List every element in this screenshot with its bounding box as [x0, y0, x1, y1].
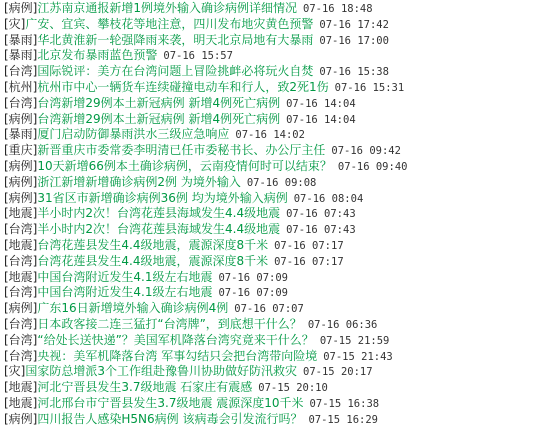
news-category-tag: [灾]	[4, 16, 26, 31]
news-timestamp: 07-16 15:38	[319, 66, 389, 79]
news-item[interactable]	[4, 317, 538, 333]
news-item[interactable]	[4, 127, 538, 143]
news-category-tag: [台湾]	[4, 316, 38, 331]
news-headline-link[interactable]: 10天新增66例本土确诊病例，云南疫情何时可以结束？	[37, 158, 332, 173]
news-category-tag: [地震]	[4, 395, 38, 410]
news-category-tag: [病例]	[4, 301, 38, 316]
news-timestamp: 07-16 07:17	[274, 239, 344, 252]
news-item[interactable]	[4, 48, 538, 64]
news-timestamp: 07-16 18:48	[303, 3, 373, 15]
news-category-tag: [杭州]	[4, 79, 38, 94]
news-timestamp: 07-16 09:40	[337, 160, 408, 173]
news-headline-link[interactable]: 央视：美军机降落台湾 军事勾结只会把台湾带向险境	[37, 348, 318, 363]
news-category-tag: [台湾]	[4, 253, 38, 268]
news-category-tag: [台湾]	[4, 348, 38, 363]
news-timestamp: 07-15 21:43	[323, 350, 393, 363]
news-item[interactable]	[4, 159, 538, 175]
news-item[interactable]	[4, 254, 538, 270]
news-category-tag: [地震]	[4, 206, 38, 221]
news-item[interactable]	[4, 80, 538, 96]
news-headline-link[interactable]: “给处长送快递”？美国军机降落台湾究竟来干什么？	[37, 332, 314, 347]
news-item[interactable]	[4, 17, 538, 33]
news-item[interactable]	[4, 206, 538, 222]
news-item[interactable]	[4, 238, 538, 254]
news-timestamp: 07-15 20:10	[258, 382, 328, 395]
news-timestamp: 07-16 09:42	[331, 145, 401, 158]
news-timestamp: 07-16 07:09	[218, 287, 289, 300]
news-headline-link[interactable]: 日本政客接二连三猛打“台湾牌”，到底想干什么？	[37, 316, 302, 331]
news-headline-link[interactable]: 国家防总增派3个工作组赴豫鲁川协助做好防汛救灾	[25, 364, 298, 379]
news-timestamp: 07-16 14:04	[286, 113, 356, 126]
news-category-tag: [病例]	[4, 1, 38, 15]
news-category-tag: [地震]	[4, 380, 38, 395]
news-timestamp: 07-16 17:00	[319, 34, 389, 47]
news-timestamp: 07-16 06:36	[307, 318, 378, 331]
news-headline-link[interactable]: 四川报告人感染H5N6病例 该病毒会引发流行吗？	[37, 411, 303, 426]
news-headline-link[interactable]: 台湾新增29例本土新冠病例 新增4例死亡病例	[37, 95, 281, 110]
news-timestamp: 07-16 15:31	[334, 81, 405, 94]
news-category-tag: [台湾]	[4, 222, 38, 237]
news-headline-link[interactable]: 半小时内2次！台湾花莲县海域发生4.4级地震	[37, 222, 281, 237]
news-category-tag: [重庆]	[4, 143, 38, 158]
news-category-tag: [台湾]	[4, 64, 38, 79]
news-item[interactable]	[4, 285, 538, 301]
news-category-tag: [地震]	[4, 269, 38, 284]
news-category-tag: [台湾]	[4, 332, 38, 347]
news-timestamp: 07-15 16:38	[309, 397, 380, 410]
news-headline-link[interactable]: 杭州市中心一辆货车连续碰撞电动车和行人，致2死1伤	[37, 79, 329, 94]
news-timestamp: 07-16 07:43	[286, 224, 356, 237]
news-item[interactable]	[4, 1, 538, 17]
news-item[interactable]	[4, 333, 538, 349]
news-headline-link[interactable]: 台湾新增29例本土新冠病例 新增4例死亡病例	[37, 111, 281, 126]
news-timestamp: 07-16 14:04	[286, 97, 356, 110]
news-item[interactable]	[4, 412, 538, 428]
news-headline-link[interactable]: 广东16日新增境外输入确诊病例4例	[37, 301, 229, 316]
news-headline-link[interactable]: 江苏南京通报新增1例境外输入确诊病例详细情况	[37, 1, 298, 15]
news-item[interactable]	[4, 175, 538, 191]
news-headline-link[interactable]: 台湾花莲县发生4.4级地震，震源深度8千米	[37, 253, 269, 268]
news-item[interactable]	[4, 380, 538, 396]
news-timestamp: 07-15 21:59	[319, 334, 390, 347]
news-headline-link[interactable]: 广安、宜宾、攀枝花等地注意，四川发布地灾黄色预警	[25, 16, 314, 31]
news-headline-link[interactable]: 华北黄淮新一轮强降雨来袭，明天北京局地有大暴雨	[37, 32, 314, 47]
news-item[interactable]	[4, 222, 538, 238]
news-timestamp: 07-16 15:57	[163, 50, 233, 63]
news-category-tag: [病例]	[4, 174, 38, 189]
news-timestamp: 07-16 07:07	[234, 303, 304, 316]
news-category-tag: [病例]	[4, 111, 38, 126]
news-timestamp: 07-15 20:17	[303, 366, 373, 379]
news-category-tag: [病例]	[4, 411, 38, 426]
news-headline-link[interactable]: 北京发布暴雨蓝色预警	[37, 48, 158, 63]
news-category-tag: [台湾]	[4, 95, 38, 110]
news-category-tag: [灾]	[4, 364, 26, 379]
news-timestamp: 07-16 14:02	[235, 129, 305, 142]
news-headline-link[interactable]: 中国台湾附近发生4.1级左右地震	[37, 285, 213, 300]
news-headline-link[interactable]: 厦门启动防御暴雨洪水三级应急响应	[37, 127, 230, 142]
news-item[interactable]	[4, 396, 538, 412]
news-headline-link[interactable]: 河北邢台市宁晋县发生3.7级地震 震源深度10千米	[37, 395, 304, 410]
news-timestamp: 07-16 08:04	[293, 192, 364, 205]
news-headline-link[interactable]: 河北宁晋县发生3.7级地震 石家庄有震感	[37, 380, 253, 395]
news-timestamp: 07-16 09:08	[246, 176, 317, 189]
news-headline-link[interactable]: 31省区市新增确诊病例36例 均为境外输入病例	[37, 190, 288, 205]
news-item[interactable]	[4, 270, 538, 286]
news-item[interactable]	[4, 64, 538, 80]
news-timestamp: 07-16 07:09	[218, 271, 289, 284]
news-headline-link[interactable]: 国际锐评：美方在台湾问题上冒险挑衅必将玩火自焚	[37, 64, 314, 79]
news-headline-link[interactable]: 中国台湾附近发生4.1级左右地震	[37, 269, 213, 284]
news-timestamp: 07-15 16:29	[308, 413, 379, 426]
news-timestamp: 07-16 07:43	[286, 208, 356, 221]
news-item[interactable]	[4, 33, 538, 49]
news-item[interactable]	[4, 349, 538, 365]
news-headline-link[interactable]: 浙江新增新增确诊病例2例 为境外输入	[37, 174, 241, 189]
news-item[interactable]	[4, 112, 538, 128]
news-timestamp: 07-16 17:42	[319, 18, 389, 31]
news-item[interactable]	[4, 143, 538, 159]
news-category-tag: [地震]	[4, 237, 38, 252]
news-item[interactable]	[4, 301, 538, 317]
news-item[interactable]	[4, 96, 538, 112]
news-category-tag: [暴雨]	[4, 127, 38, 142]
news-category-tag: [病例]	[4, 190, 38, 205]
news-item[interactable]	[4, 364, 538, 380]
news-headline-link[interactable]: 半小时内2次！台湾花莲县海域发生4.4级地震	[37, 206, 281, 221]
news-timestamp: 07-16 07:17	[274, 255, 344, 268]
news-category-tag: [台湾]	[4, 285, 38, 300]
news-category-tag: [病例]	[4, 158, 38, 173]
news-headline-link[interactable]: 台湾花莲县发生4.4级地震，震源深度8千米	[37, 237, 269, 252]
news-item[interactable]	[4, 191, 538, 207]
news-headline-link[interactable]: 新晋重庆市委常委李明清已任市委秘书长、办公厅主任	[37, 143, 326, 158]
news-category-tag: [暴雨]	[4, 48, 38, 63]
news-category-tag: [暴雨]	[4, 32, 38, 47]
